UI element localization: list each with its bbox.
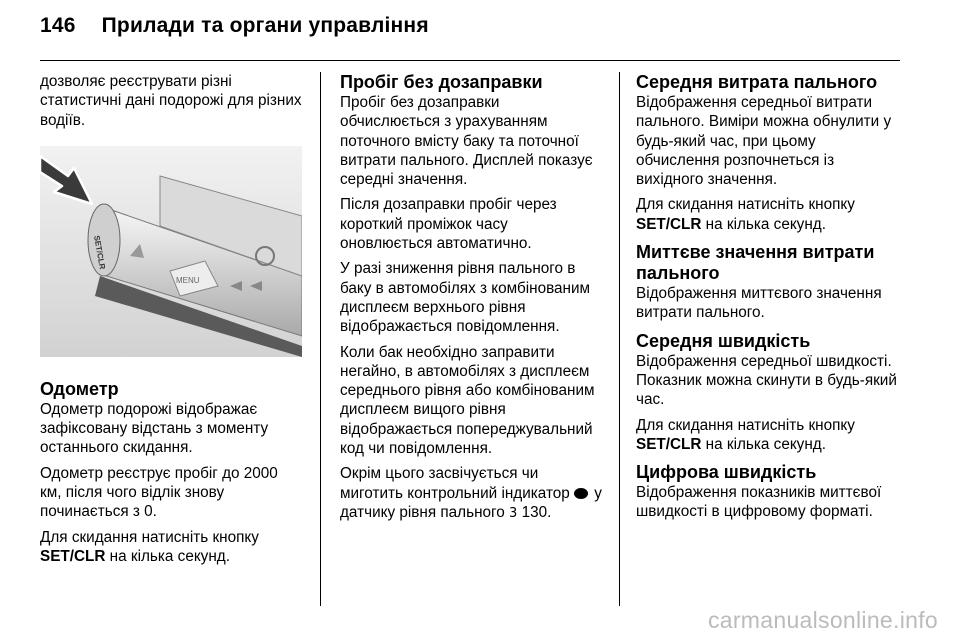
digital-speed-text: Відображення показників миттєвої швидкості в цифровому форматі.	[636, 484, 882, 521]
watermark: carmanualsonline.info	[707, 607, 938, 633]
avg-speed-reset-text: Для скидання натисніть кнопку SET/CLR на кілька секунд.	[636, 416, 855, 453]
avg-speed-text: Відображення середньої швидкості. Показник можна скинути в будь-який час.	[636, 352, 897, 409]
column-divider	[320, 72, 321, 606]
setclr-key: SET/CLR	[636, 435, 702, 453]
section-heading-digital-speed: Цифрова швидкість	[636, 462, 817, 483]
section-heading-odometer: Одометр	[40, 378, 119, 399]
header-rule	[40, 60, 900, 61]
section-heading-avg-consumption: Середня витрата пального	[636, 72, 878, 92]
setclr-key: SET/CLR	[40, 547, 106, 565]
range-text: У разі зниження рівня пального в баку в автомобілях з комбінованим дисплеєм верхнього рівня відображається повідомлення.	[340, 260, 591, 336]
figure-menu-label: MENU	[176, 275, 200, 285]
intro-text: дозволяє реєструвати різні статистичні дані подорожі для різних водіїв.	[40, 73, 302, 129]
range-indicator-text: Окрім цього засвічується чи миготить контрольний індикатор у датчику рівня пального 3 130.	[340, 465, 602, 521]
avg-consumption-text: Відображення середньої витрати пального. Виміри можна обнулити у будь-який час, при цьому обчислення розпочнеться із вихідного значення.	[636, 94, 892, 189]
section-heading-instant-consumption: Миттєве значення витрати пального	[636, 242, 875, 284]
page-title: Прилади та органи управління	[101, 14, 429, 37]
stalk-illustration	[40, 146, 302, 357]
instant-consumption-text: Відображення миттєвого значення витрати пального.	[636, 285, 882, 322]
section-heading-range: Пробіг без дозаправки	[340, 72, 543, 92]
range-text: Пробіг без дозаправки обчислюється з урахуванням поточного вмісту баку та поточної витрати пального. Дисплей показує середні значення.	[340, 94, 593, 189]
section-heading-avg-speed: Середня швидкість	[636, 330, 811, 351]
page-header	[40, 14, 429, 38]
odometer-reset-text: Для скидання натисніть кнопку SET/CLR на кілька секунд.	[40, 528, 259, 565]
range-text: Коли бак необхідно заправити негайно, в автомобілях з дисплеєм середнього рівня або комбінованим дисплеєм вищого рівня відображається попереджувальний код чи повідомлення.	[340, 343, 595, 458]
setclr-key: SET/CLR	[636, 215, 702, 233]
figure-setclr-label: SET/CLR	[92, 234, 107, 270]
column-2	[340, 72, 602, 529]
fuel-indicator-icon	[574, 488, 588, 499]
avg-consumption-reset-text: Для скидання натисніть кнопку SET/CLR на кілька секунд.	[636, 196, 855, 233]
range-text: Після дозаправки пробіг через короткий проміжок часу оновлюється автоматично.	[340, 196, 557, 253]
column-divider	[619, 72, 620, 606]
odometer-text: Одометр подорожі відображає зафіксовану відстань з моменту останнього скидання.	[40, 400, 269, 457]
page-reference-icon: 3	[509, 505, 518, 521]
column-1	[40, 72, 302, 572]
page-number: 146	[40, 14, 76, 37]
column-3	[636, 72, 902, 528]
odometer-text: Одометр реєструє пробіг до 2000 км, після чого відлік знову починається з 0.	[40, 464, 278, 521]
